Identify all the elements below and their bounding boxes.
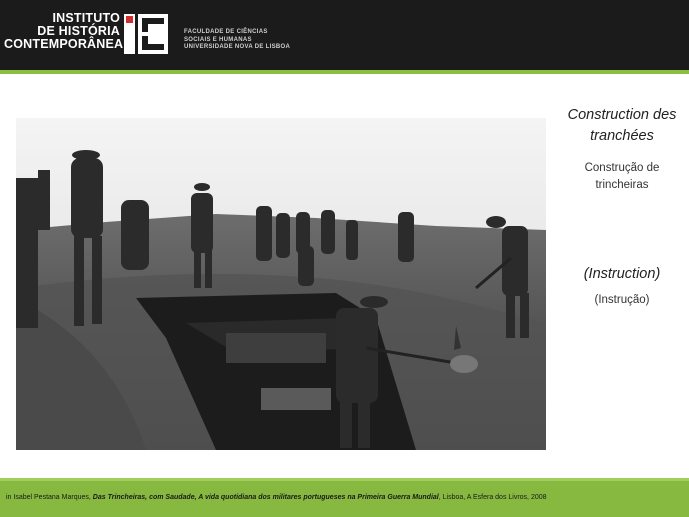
header-bar xyxy=(0,0,689,70)
faculty-line-3: UNIVERSIDADE NOVA DE LISBOA xyxy=(184,44,291,50)
faculty-logo-text xyxy=(184,29,290,52)
institute-logo-text xyxy=(4,11,124,51)
slide-title-french: Construction des tranchées xyxy=(567,107,677,144)
instruction-portuguese: (Instrução) xyxy=(594,294,650,306)
citation-book-title: Das Trincheiras, com Saudade, A vida quotidiana dos militares portugueses na Primeira Guerra Mundial xyxy=(92,494,439,501)
faculty-line-1: FACULDADE DE CIÊNCIAS xyxy=(184,29,268,35)
citation-prefix: in Isabel Pestana Marques, xyxy=(6,494,93,501)
institute-line-2: DE HISTÓRIA xyxy=(37,24,120,38)
citation-suffix: , Lisboa, A Esfera dos Livros, 2008 xyxy=(438,494,547,501)
institute-line-3: CONTEMPORÂNEA xyxy=(4,37,124,51)
faculty-line-2: SOCIAIS E HUMANAS xyxy=(184,36,252,43)
slide-title-portuguese: Construção de trincheiras xyxy=(584,162,660,191)
footer-bar xyxy=(0,478,689,517)
instruction-french: (Instruction) xyxy=(583,266,661,282)
institute-line-1: INSTITUTO xyxy=(52,11,120,25)
header-accent-line xyxy=(0,70,689,74)
source-citation xyxy=(6,494,547,501)
ihc-logo-icon xyxy=(124,14,168,54)
trench-construction-photo xyxy=(16,118,546,450)
